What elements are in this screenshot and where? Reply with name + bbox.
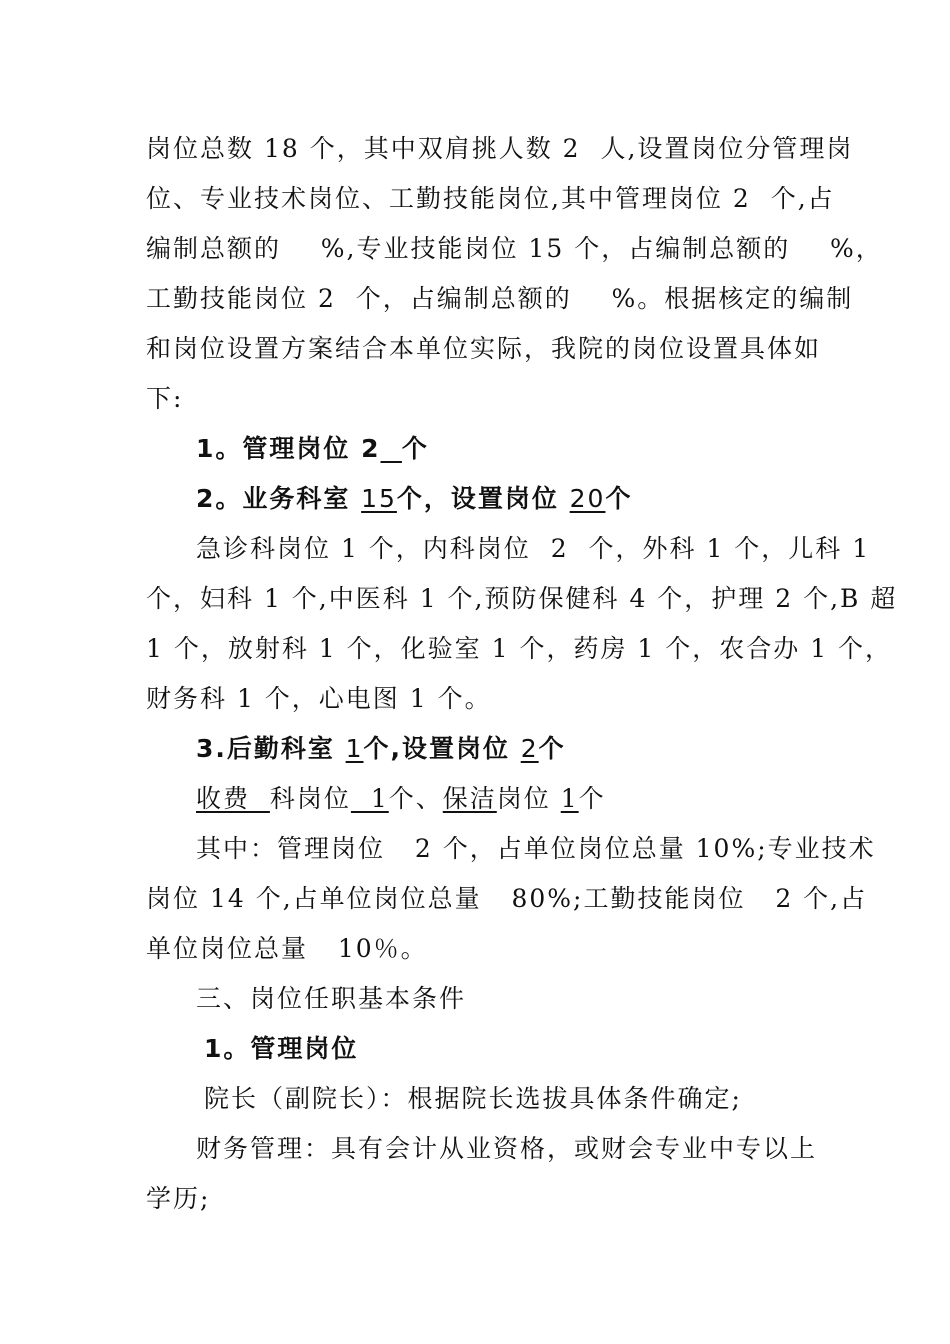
blank-underline <box>250 784 270 813</box>
post-count: 20 <box>569 484 606 513</box>
post-count: 2 <box>520 734 539 763</box>
heading-text: 1。管理岗位 2 <box>196 434 381 463</box>
subsection-title: 1。管理岗位 <box>204 1034 359 1063</box>
heading-text: 个 <box>401 434 429 463</box>
heading-text: 个 <box>538 734 566 763</box>
paragraph-line: 位、专业技术岗位、工勤技能岗位,其中管理岗位 2 个,占 <box>146 184 835 213</box>
logistics-count: 1 <box>560 784 579 813</box>
heading-text: 3.后勤科室 <box>196 734 346 763</box>
dept-line: 急诊科岗位 1 个，内科岗位 2 个，外科 1 个，儿科 1 <box>196 534 871 563</box>
heading-logistics-depts <box>196 732 566 766</box>
paragraph-line: 岗位总数 18 个，其中双肩挑人数 2 人,设置岗位分管理岗 <box>146 134 854 163</box>
heading-text: 个,设置岗位 <box>363 734 521 763</box>
logistics-text: 个 <box>578 784 606 813</box>
paragraph-line: 和岗位设置方案结合本单位实际，我院的岗位设置具体如 <box>146 334 822 363</box>
dept-count: 15 <box>361 484 397 513</box>
dept-line: 1 个，放射科 1 个，化验室 1 个，药房 1 个，农合办 1 个， <box>146 634 893 663</box>
summary-line: 其中：管理岗位 2 个，占单位岗位总量 10%;专业技术 <box>196 834 876 863</box>
heading-text: 个，设置岗位 <box>396 484 570 513</box>
heading-text: 个 <box>605 484 633 513</box>
logistics-text: 科岗位 <box>269 784 351 813</box>
condition-line: 学历; <box>146 1184 211 1213</box>
condition-line: 财务管理：具有会计从业资格，或财会专业中专以上 <box>196 1134 818 1163</box>
logistics-fee: 收费 <box>196 784 251 813</box>
heading-text: 2。业务科室 <box>196 484 362 513</box>
summary-line: 岗位 14 个,占单位岗位总量 80%;工勤技能岗位 2 个,占 <box>146 884 868 913</box>
heading-business-depts <box>196 482 632 516</box>
logistics-cleaning: 保洁 <box>442 784 497 813</box>
logistics-line <box>196 782 606 816</box>
logistics-text: 个、 <box>388 784 443 813</box>
dept-count: 1 <box>345 734 364 763</box>
logistics-text: 岗位 <box>496 784 561 813</box>
paragraph-line: 下: <box>146 384 184 413</box>
dept-line: 财务科 1 个，心电图 1 个。 <box>146 684 492 713</box>
heading-management-posts <box>196 432 429 466</box>
paragraph-line: 工勤技能岗位 2 个，占编制总额的 %。根据核定的编制 <box>146 284 854 313</box>
paragraph-line: 编制总额的 %,专业技能岗位 15 个，占编制总额的 %， <box>146 234 883 263</box>
dept-line: 个，妇科 1 个,中医科 1 个,预防保健科 4 个，护理 2 个,B 超 <box>146 584 898 613</box>
section-title: 三、岗位任职基本条件 <box>196 984 467 1013</box>
logistics-count: 1 <box>350 784 389 813</box>
condition-line: 院长（副院长）：根据院长选拔具体条件确定; <box>204 1084 742 1113</box>
summary-line: 单位岗位总量 10％。 <box>146 934 428 963</box>
blank-underline <box>381 434 402 463</box>
